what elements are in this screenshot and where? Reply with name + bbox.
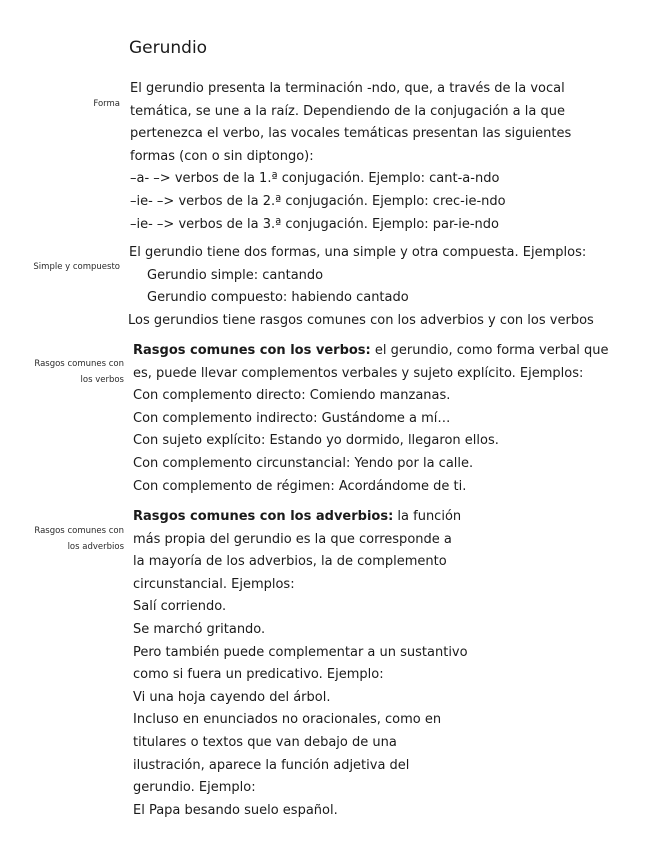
text-line: es, puede llevar complementos verbales y sujeto explícito. Ejemplos: (133, 365, 584, 381)
text-line: formas (con o sin diptongo): (130, 148, 314, 164)
section-heading: Rasgos comunes con los verbos: (133, 343, 371, 358)
text-line: –a- –> verbos de la 1.ª conjugación. Ejemplo: cant-a-ndo (130, 171, 500, 187)
text-line: Pero también puede complementar a un sustantivo (133, 644, 468, 660)
text-line: titulares o textos que van debajo de una (133, 734, 397, 750)
text-line: Con complemento circunstancial: Yendo por la calle. (133, 455, 474, 471)
margin-label-simple-compuesto: Simple y compuesto (33, 262, 120, 272)
text-line: El gerundio presenta la terminación -ndo, que, a través de la vocal (130, 81, 565, 96)
text-line: Con sujeto explícito: Estando yo dormido, llegaron ellos. (133, 433, 499, 449)
section-rasgos-verbos (133, 340, 609, 498)
text-line: la mayoría de los adverbios, la de complemento (133, 554, 447, 570)
text-line: Con complemento indirecto: Gustándome a mí… (133, 410, 451, 426)
page-title: Gerundio (129, 38, 208, 58)
text-line: más propia del gerundio es la que corresponde a (133, 531, 452, 547)
text-line: Salí corriendo. (133, 599, 227, 615)
text-line: pertenezca el verbo, las vocales temáticas presentan las siguientes (130, 126, 572, 142)
text-line: Los gerundios tiene rasgos comunes con los adverbios y con los verbos (128, 312, 594, 328)
text-line (133, 340, 609, 363)
section-rasgos-adverbios (133, 506, 468, 822)
margin-label-line: Rasgos comunes con (34, 526, 124, 536)
text-line: –ie- –> verbos de la 3.ª conjugación. Ejemplo: par-ie-ndo (130, 216, 499, 232)
text-line: como si fuera un predicativo. Ejemplo: (133, 667, 384, 683)
section-simple-compuesto (128, 242, 594, 332)
text-line: Se marchó gritando. (133, 621, 266, 637)
margin-label-forma: Forma (93, 99, 120, 109)
text-line: Gerundio compuesto: habiendo cantado (147, 290, 409, 306)
text-line: Con complemento directo: Comiendo manzanas. (133, 388, 451, 404)
text-line: Vi una hoja cayendo del árbol. (133, 689, 331, 705)
text-run: el gerundio, como forma verbal que (370, 343, 609, 358)
text-line: Con complemento de régimen: Acordándome de ti. (133, 478, 467, 494)
section-heading: Rasgos comunes con los adverbios: (133, 509, 394, 524)
text-line: El gerundio tiene dos formas, una simple y otra compuesta. Ejemplos: (129, 245, 587, 260)
section-forma (130, 78, 571, 236)
text-line: Gerundio simple: cantando (147, 267, 324, 283)
text-line: Incluso en enunciados no oracionales, como en (133, 712, 442, 728)
text-line: gerundio. Ejemplo: (133, 780, 256, 796)
text-run: la función (393, 509, 462, 524)
margin-label-rasgos-verbos (34, 356, 124, 388)
margin-label-line: Rasgos comunes con (34, 359, 124, 369)
text-line: circunstancial. Ejemplos: (133, 576, 295, 592)
margin-label-line: los verbos (80, 375, 124, 385)
text-line: temática, se une a la raíz. Dependiendo de la conjugación a la que (130, 103, 565, 119)
margin-label-rasgos-adverbios (34, 523, 124, 555)
text-line: El Papa besando suelo español. (133, 802, 338, 818)
text-line (133, 506, 468, 529)
margin-label-line: los adverbios (67, 542, 124, 552)
text-line: –ie- –> verbos de la 2.ª conjugación. Ejemplo: crec-ie-ndo (130, 193, 506, 209)
text-line: ilustración, aparece la función adjetiva del (133, 757, 410, 773)
